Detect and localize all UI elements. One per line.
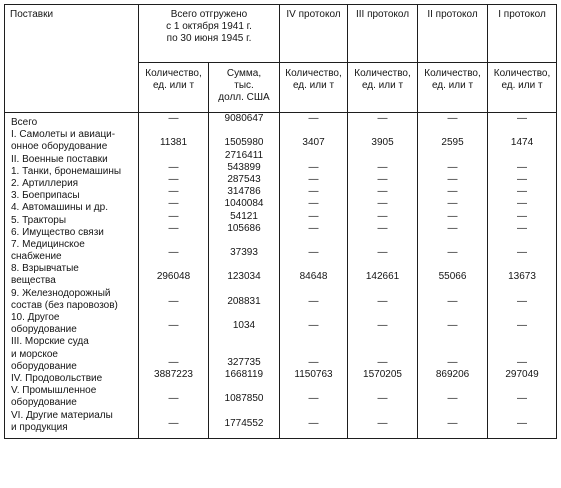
cell-spacer xyxy=(209,284,279,296)
row-label-line: 8. Взрывчатые xyxy=(11,263,79,275)
cell-value: — xyxy=(517,247,528,259)
cell-value: — xyxy=(308,356,319,368)
cell-value: 142661 xyxy=(365,271,400,283)
cell-value: — xyxy=(168,173,179,185)
header-total-shipped-line: с 1 октября 1941 г. xyxy=(166,21,252,33)
cell-value: — xyxy=(517,173,528,185)
header-protocol-iv xyxy=(280,5,348,63)
cell-value: — xyxy=(517,417,528,429)
cell-value: — xyxy=(308,295,319,307)
col-stack xyxy=(209,113,279,430)
subheader-line: тыс. xyxy=(234,80,254,92)
cell-value: — xyxy=(517,222,528,234)
cell-value: 9080647 xyxy=(224,113,264,124)
cell-value: — xyxy=(377,186,388,198)
cell-spacer xyxy=(280,284,347,296)
subheader-quantity xyxy=(488,63,557,113)
header-supplies xyxy=(5,5,139,113)
cell-value: — xyxy=(517,320,528,332)
row-label-line: оборудование xyxy=(11,324,77,336)
cell-value: — xyxy=(168,113,179,124)
cell-value: — xyxy=(377,356,388,368)
cell-value: 3887223 xyxy=(154,368,193,380)
cell-value: — xyxy=(308,186,319,198)
cell-spacer xyxy=(348,308,417,320)
cell-spacer xyxy=(280,125,347,137)
header-row-top xyxy=(5,5,557,63)
cell-value: — xyxy=(447,161,458,173)
cell-spacer xyxy=(488,125,556,137)
cell-value: — xyxy=(168,186,179,198)
cell-spacer xyxy=(139,381,208,393)
subheader-quantity xyxy=(348,63,418,113)
cell-spacer xyxy=(209,345,279,357)
cell-spacer xyxy=(418,308,487,320)
cell-spacer xyxy=(418,332,487,344)
cell-value: 1474 xyxy=(510,137,534,149)
cell-spacer xyxy=(209,406,279,418)
cell-value: 327735 xyxy=(227,356,261,368)
cell-value: 1505980 xyxy=(224,137,264,149)
row-label-line: III. Морские суда xyxy=(11,336,89,348)
cell-value: 1087850 xyxy=(224,393,264,405)
cell-value: 543899 xyxy=(227,161,261,173)
cell-value: — xyxy=(447,222,458,234)
cell-value: — xyxy=(447,210,458,222)
row-label-line: и морское xyxy=(11,348,58,360)
cell-value: — xyxy=(377,222,388,234)
row-label-line: 7. Медицинское xyxy=(11,238,85,250)
row-label-line: 6. Имущество связи xyxy=(11,226,104,238)
cell-spacer xyxy=(418,235,487,247)
cell-value: — xyxy=(168,295,179,307)
cell-value: — xyxy=(447,393,458,405)
cell-value xyxy=(488,150,556,162)
cell-value: — xyxy=(377,393,388,405)
cell-spacer xyxy=(418,284,487,296)
cell-value: — xyxy=(308,417,319,429)
protocol-i-column xyxy=(488,113,557,439)
cell-value: — xyxy=(377,173,388,185)
row-label-line: вещества xyxy=(11,275,56,287)
cell-spacer xyxy=(348,284,417,296)
cell-value xyxy=(418,150,487,162)
cell-value: — xyxy=(377,247,388,259)
protocol-iii-column xyxy=(348,113,418,439)
cell-value: — xyxy=(168,222,179,234)
subheader-line: Количество, xyxy=(354,68,411,79)
cell-spacer xyxy=(418,345,487,357)
row-label-line: VI. Другие материалы xyxy=(11,409,113,421)
cell-spacer xyxy=(139,406,208,418)
row-label-line: 3. Боеприпасы xyxy=(11,190,80,202)
quantity-column xyxy=(139,113,209,439)
cell-value: — xyxy=(308,173,319,185)
row-label-line: Всего xyxy=(11,117,38,128)
cell-spacer xyxy=(348,332,417,344)
cell-spacer xyxy=(488,381,556,393)
cell-value: 287543 xyxy=(227,173,261,185)
cell-spacer xyxy=(139,259,208,271)
cell-spacer xyxy=(280,259,347,271)
header-protocol-label: IV протокол xyxy=(286,9,341,20)
cell-spacer xyxy=(280,345,347,357)
cell-value: — xyxy=(517,356,528,368)
cell-value: — xyxy=(447,320,458,332)
header-protocol-label: III протокол xyxy=(355,9,410,20)
header-protocol-label: II протокол xyxy=(427,9,478,20)
cell-value: — xyxy=(517,295,528,307)
cell-value: 55066 xyxy=(438,271,467,283)
cell-value: — xyxy=(168,161,179,173)
row-label-line: оборудование xyxy=(11,397,77,409)
cell-value: 208831 xyxy=(227,295,261,307)
subheader-sum xyxy=(209,63,280,113)
header-total-shipped-line: Всего отгружено xyxy=(170,9,248,20)
cell-value: 1034 xyxy=(232,320,256,332)
cell-value: 2716411 xyxy=(224,149,264,161)
cell-spacer xyxy=(488,284,556,296)
cell-spacer xyxy=(488,308,556,320)
cell-spacer xyxy=(488,406,556,418)
cell-spacer xyxy=(488,259,556,271)
cell-value: — xyxy=(168,417,179,429)
cell-spacer xyxy=(280,381,347,393)
sum-column xyxy=(209,113,280,439)
cell-value: 1774552 xyxy=(224,417,264,429)
cell-value xyxy=(348,150,417,162)
cell-spacer xyxy=(348,259,417,271)
cell-value: — xyxy=(308,247,319,259)
row-label-line: 10. Другое xyxy=(11,312,60,323)
cell-spacer xyxy=(280,308,347,320)
subheader-line: ед. или т xyxy=(501,80,543,92)
cell-value xyxy=(280,150,347,162)
cell-value: — xyxy=(308,198,319,210)
cell-spacer xyxy=(348,345,417,357)
cell-value: — xyxy=(447,247,458,259)
header-protocol-i xyxy=(488,5,557,63)
cell-value: — xyxy=(308,393,319,405)
subheader-quantity xyxy=(280,63,348,113)
cell-value: — xyxy=(517,186,528,198)
cell-spacer xyxy=(139,284,208,296)
cell-value: — xyxy=(308,210,319,222)
header-protocol-ii xyxy=(418,5,488,63)
header-supplies-label: Поставки xyxy=(10,9,54,20)
row-label-line: оборудование xyxy=(11,360,77,372)
cell-spacer xyxy=(488,332,556,344)
cell-value: — xyxy=(308,113,319,124)
cell-value: — xyxy=(308,320,319,332)
supplies-table xyxy=(4,4,557,439)
subheader-line: Сумма, xyxy=(226,68,262,79)
cell-spacer xyxy=(348,406,417,418)
subheader-line: Количество, xyxy=(145,68,202,79)
cell-spacer xyxy=(139,345,208,357)
row-label-line: 9. Железнодорожный xyxy=(11,287,111,299)
cell-value: 869206 xyxy=(435,368,470,380)
row-label-line: 2. Артиллерия xyxy=(11,177,79,189)
cell-value: 2595 xyxy=(441,137,464,149)
cell-value: — xyxy=(377,113,388,124)
row-label-line: 1. Танки, бронемашины xyxy=(11,165,122,177)
cell-value: — xyxy=(377,210,388,222)
cell-spacer xyxy=(280,235,347,247)
cell-value: 296048 xyxy=(156,271,191,283)
row-label-line: состав (без паровозов) xyxy=(11,299,118,311)
cell-spacer xyxy=(280,406,347,418)
row-label-line: I. Самолеты и авиаци- xyxy=(11,129,116,141)
labels-column xyxy=(5,113,139,439)
cell-value: 3407 xyxy=(302,137,325,149)
cell-value: — xyxy=(168,198,179,210)
row-label-line: IV. Продовольствие xyxy=(11,372,103,384)
cell-spacer xyxy=(139,235,208,247)
row-label-line: 4. Автомашины и др. xyxy=(11,202,108,214)
row-label-line: онное оборудование xyxy=(11,141,108,153)
row-label-line: и продукция xyxy=(11,421,68,433)
subheader-line: ед. или т xyxy=(431,80,474,92)
cell-spacer xyxy=(348,235,417,247)
cell-value: 1040084 xyxy=(224,198,264,210)
cell-value: — xyxy=(308,222,319,234)
cell-spacer xyxy=(139,308,208,320)
cell-value: 1668119 xyxy=(224,368,264,380)
cell-value: — xyxy=(447,356,458,368)
cell-value: 1570205 xyxy=(363,368,402,380)
row-label-line: 5. Тракторы xyxy=(11,214,67,226)
cell-value: — xyxy=(517,393,528,405)
cell-spacer xyxy=(209,381,279,393)
cell-spacer xyxy=(348,381,417,393)
cell-value: — xyxy=(377,417,388,429)
row-label-line: II. Военные поставки xyxy=(11,153,108,165)
cell-spacer xyxy=(209,235,279,247)
cell-value: — xyxy=(447,295,458,307)
subheader-line: ед. или т xyxy=(292,80,335,92)
row-label-line: V. Промышленное xyxy=(11,385,97,397)
cell-value: — xyxy=(447,198,458,210)
cell-value xyxy=(139,150,208,162)
cell-value: — xyxy=(168,393,179,405)
cell-value: — xyxy=(377,161,388,173)
header-protocol-label: I протокол xyxy=(498,9,546,20)
cell-spacer xyxy=(139,125,208,137)
cell-value: — xyxy=(168,247,179,259)
protocol-iv-column xyxy=(280,113,348,439)
subheader-line: долл. США xyxy=(218,92,270,104)
cell-spacer xyxy=(139,332,208,344)
cell-value: — xyxy=(517,113,528,124)
cell-value: 314786 xyxy=(227,186,261,198)
subheader-line: Количество, xyxy=(424,68,481,79)
cell-spacer xyxy=(418,406,487,418)
cell-value: — xyxy=(517,210,528,222)
protocol-ii-column xyxy=(418,113,488,439)
cell-value: — xyxy=(447,173,458,185)
header-total-shipped xyxy=(139,5,280,63)
col-stack xyxy=(488,113,556,430)
row-label-line: снабжение xyxy=(11,251,62,263)
subheader-quantity xyxy=(139,63,209,113)
col-stack xyxy=(348,113,417,430)
cell-spacer xyxy=(488,235,556,247)
cell-spacer xyxy=(488,345,556,357)
cell-value: 297049 xyxy=(505,368,539,380)
cell-value: 3905 xyxy=(371,137,394,149)
cell-value: 84648 xyxy=(299,271,328,283)
col-stack xyxy=(139,113,208,430)
header-total-shipped-line: по 30 июня 1945 г. xyxy=(166,33,252,45)
cell-value: 54121 xyxy=(230,210,258,222)
subheader-line: Количество, xyxy=(285,68,342,79)
header-protocol-iii xyxy=(348,5,418,63)
table-body-row xyxy=(5,113,557,439)
cell-value: 11381 xyxy=(159,137,188,149)
subheader-line: ед. или т xyxy=(152,80,195,92)
cell-spacer xyxy=(209,308,279,320)
col-stack xyxy=(418,113,487,430)
cell-value: — xyxy=(447,417,458,429)
subheader-line: ед. или т xyxy=(361,80,404,92)
cell-spacer xyxy=(418,381,487,393)
cell-spacer xyxy=(418,259,487,271)
cell-value: — xyxy=(377,198,388,210)
cell-value: 105686 xyxy=(227,222,261,234)
cell-value: — xyxy=(517,198,528,210)
cell-value: — xyxy=(517,161,528,173)
cell-value: — xyxy=(168,210,179,222)
cell-spacer xyxy=(209,259,279,271)
cell-value: 123034 xyxy=(227,271,261,283)
cell-value: — xyxy=(168,356,179,368)
cell-value: — xyxy=(447,186,458,198)
cell-value: 1150763 xyxy=(294,368,333,380)
cell-value: 13673 xyxy=(508,271,536,283)
cell-value: — xyxy=(447,113,458,124)
subheader-quantity xyxy=(418,63,488,113)
cell-spacer xyxy=(418,125,487,137)
cell-value: — xyxy=(377,320,388,332)
cell-value: — xyxy=(377,295,388,307)
cell-value: 37393 xyxy=(230,247,258,259)
cell-spacer xyxy=(209,125,279,137)
cell-value: — xyxy=(308,161,319,173)
cell-spacer xyxy=(348,125,417,137)
cell-spacer xyxy=(280,332,347,344)
supplies-table-document xyxy=(4,4,556,439)
cell-spacer xyxy=(209,332,279,344)
cell-value: — xyxy=(168,320,179,332)
col-stack xyxy=(280,113,347,430)
labels-stack xyxy=(11,117,138,434)
subheader-line: Количество, xyxy=(493,68,551,79)
